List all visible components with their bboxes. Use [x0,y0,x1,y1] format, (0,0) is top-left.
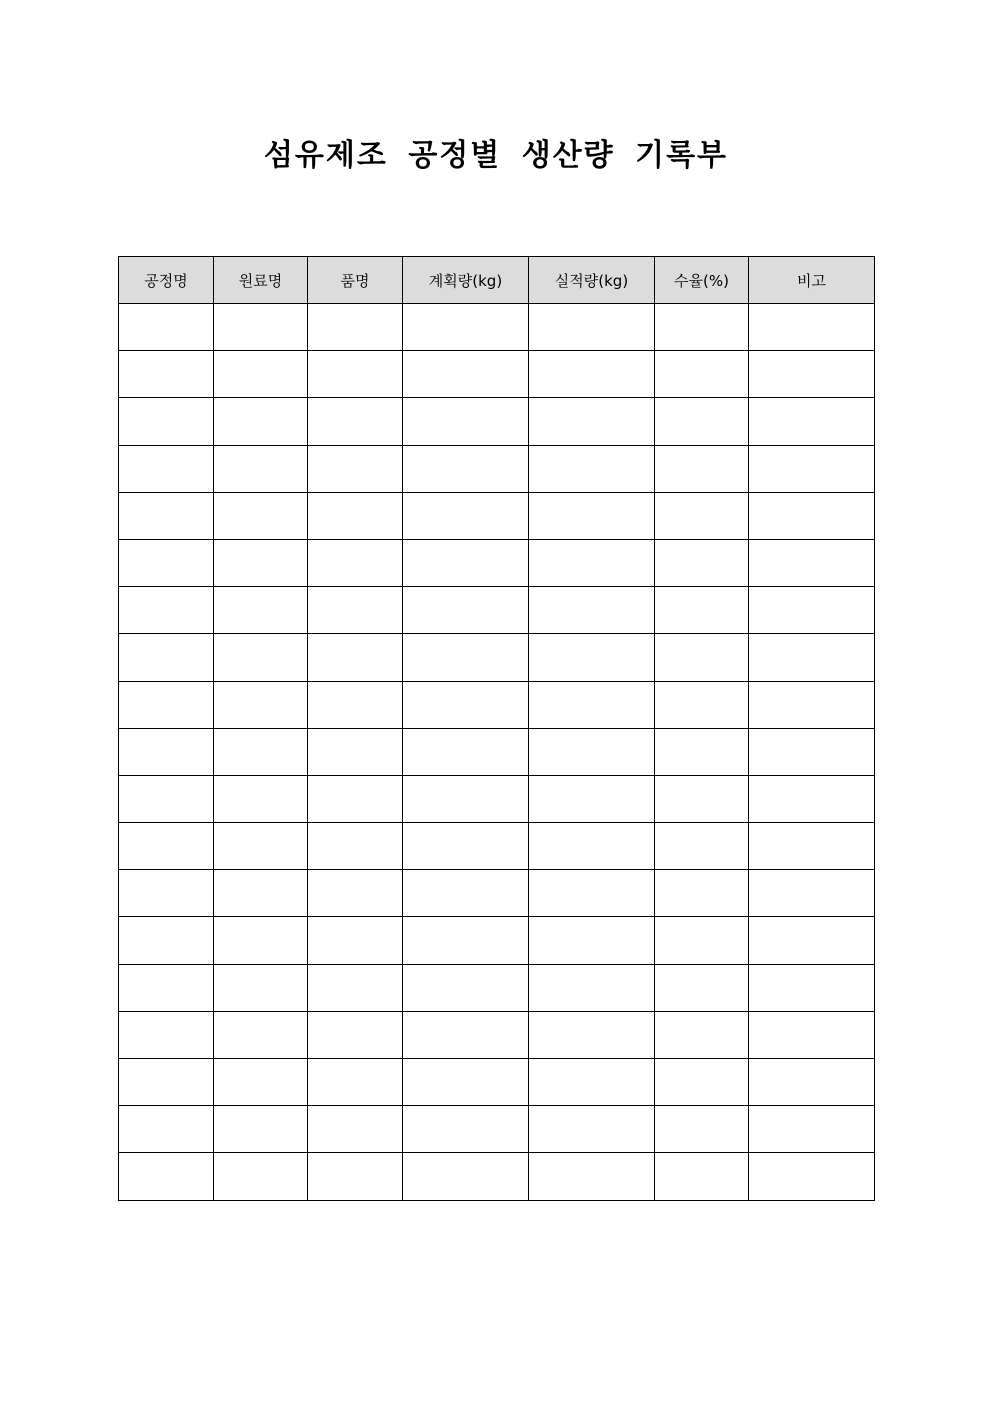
table-row [119,587,875,634]
table-cell-yield[interactable] [655,917,749,964]
table-cell-product[interactable] [308,539,403,586]
table-cell-remarks[interactable] [749,870,875,917]
table-cell-planned-qty[interactable] [403,1106,529,1153]
table-cell-actual-qty[interactable] [529,587,655,634]
table-cell-planned-qty[interactable] [403,445,529,492]
table-cell-product[interactable] [308,823,403,870]
table-cell-material[interactable] [214,304,308,351]
table-cell-process[interactable] [119,870,214,917]
table-cell-actual-qty[interactable] [529,1106,655,1153]
table-cell-remarks[interactable] [749,775,875,822]
table-cell-product[interactable] [308,1011,403,1058]
table-cell-actual-qty[interactable] [529,1153,655,1200]
table-cell-yield[interactable] [655,398,749,445]
table-cell-yield[interactable] [655,870,749,917]
column-header-process: 공정명 [119,257,214,304]
table-cell-yield[interactable] [655,728,749,775]
table-cell-process[interactable] [119,445,214,492]
table-cell-material[interactable] [214,1059,308,1106]
column-header-yield: 수율(%) [655,257,749,304]
table-cell-planned-qty[interactable] [403,351,529,398]
table-cell-planned-qty[interactable] [403,917,529,964]
table-cell-remarks[interactable] [749,728,875,775]
table-body [119,304,875,1201]
table-cell-yield[interactable] [655,587,749,634]
table-row [119,823,875,870]
table-cell-planned-qty[interactable] [403,304,529,351]
table-cell-planned-qty[interactable] [403,775,529,822]
table-cell-actual-qty[interactable] [529,445,655,492]
table-cell-product[interactable] [308,634,403,681]
table-cell-process[interactable] [119,1059,214,1106]
table-cell-planned-qty[interactable] [403,1059,529,1106]
table-cell-remarks[interactable] [749,823,875,870]
table-cell-remarks[interactable] [749,1153,875,1200]
table-cell-planned-qty[interactable] [403,1153,529,1200]
table-cell-actual-qty[interactable] [529,539,655,586]
table-cell-yield[interactable] [655,351,749,398]
table-cell-remarks[interactable] [749,964,875,1011]
table-cell-yield[interactable] [655,1059,749,1106]
table-cell-remarks[interactable] [749,917,875,964]
table-cell-remarks[interactable] [749,398,875,445]
table-cell-process[interactable] [119,1106,214,1153]
table-cell-remarks[interactable] [749,1106,875,1153]
table-cell-material[interactable] [214,917,308,964]
table-cell-yield[interactable] [655,1153,749,1200]
column-header-remarks: 비고 [749,257,875,304]
table-cell-material[interactable] [214,681,308,728]
table-cell-remarks[interactable] [749,445,875,492]
column-header-planned-qty: 계획량(kg) [403,257,529,304]
table-cell-actual-qty[interactable] [529,964,655,1011]
table-cell-actual-qty[interactable] [529,1059,655,1106]
table-row [119,775,875,822]
table-row [119,1059,875,1106]
table-row [119,634,875,681]
table-cell-planned-qty[interactable] [403,539,529,586]
table-cell-product[interactable] [308,445,403,492]
table-cell-product[interactable] [308,775,403,822]
table-cell-product[interactable] [308,964,403,1011]
table-cell-material[interactable] [214,728,308,775]
table-cell-yield[interactable] [655,681,749,728]
table-cell-material[interactable] [214,775,308,822]
table-cell-planned-qty[interactable] [403,964,529,1011]
table-cell-product[interactable] [308,304,403,351]
table-cell-process[interactable] [119,681,214,728]
table-cell-actual-qty[interactable] [529,728,655,775]
table-cell-yield[interactable] [655,1011,749,1058]
table-cell-product[interactable] [308,398,403,445]
table-cell-yield[interactable] [655,304,749,351]
production-record-table [118,256,875,1201]
table-cell-process[interactable] [119,398,214,445]
table-cell-planned-qty[interactable] [403,728,529,775]
table-row [119,1011,875,1058]
table-cell-remarks[interactable] [749,351,875,398]
table-cell-product[interactable] [308,351,403,398]
table-cell-remarks[interactable] [749,1011,875,1058]
table-row [119,492,875,539]
table-row [119,351,875,398]
table-row [119,870,875,917]
column-header-material: 원료명 [214,257,308,304]
table-cell-product[interactable] [308,1059,403,1106]
table-row [119,964,875,1011]
table-cell-yield[interactable] [655,492,749,539]
table-cell-yield[interactable] [655,823,749,870]
table-cell-process[interactable] [119,823,214,870]
table-row [119,304,875,351]
column-header-actual-qty: 실적량(kg) [529,257,655,304]
table-row [119,1153,875,1200]
table-cell-planned-qty[interactable] [403,398,529,445]
table-cell-planned-qty[interactable] [403,870,529,917]
table-cell-actual-qty[interactable] [529,351,655,398]
table-cell-product[interactable] [308,870,403,917]
table-cell-remarks[interactable] [749,539,875,586]
table-cell-material[interactable] [214,587,308,634]
table-cell-material[interactable] [214,1106,308,1153]
table-cell-material[interactable] [214,1011,308,1058]
table-cell-remarks[interactable] [749,492,875,539]
table-cell-actual-qty[interactable] [529,870,655,917]
table-cell-yield[interactable] [655,445,749,492]
table-cell-process[interactable] [119,587,214,634]
table-cell-actual-qty[interactable] [529,398,655,445]
table-cell-planned-qty[interactable] [403,823,529,870]
table-cell-material[interactable] [214,492,308,539]
table-cell-remarks[interactable] [749,681,875,728]
table-cell-material[interactable] [214,1153,308,1200]
table-cell-material[interactable] [214,964,308,1011]
table-cell-actual-qty[interactable] [529,1011,655,1058]
table-cell-process[interactable] [119,492,214,539]
table-cell-process[interactable] [119,775,214,822]
table-cell-material[interactable] [214,539,308,586]
table-cell-yield[interactable] [655,775,749,822]
table-cell-process[interactable] [119,1153,214,1200]
table-cell-product[interactable] [308,728,403,775]
table-cell-product[interactable] [308,1106,403,1153]
table-cell-actual-qty[interactable] [529,492,655,539]
table-cell-remarks[interactable] [749,587,875,634]
table-row [119,539,875,586]
table-cell-yield[interactable] [655,634,749,681]
table-cell-product[interactable] [308,587,403,634]
table-row [119,728,875,775]
table-cell-process[interactable] [119,634,214,681]
table-row [119,917,875,964]
table-cell-material[interactable] [214,445,308,492]
table-cell-product[interactable] [308,492,403,539]
table-cell-remarks[interactable] [749,304,875,351]
table-cell-process[interactable] [119,917,214,964]
table-cell-process[interactable] [119,539,214,586]
table-row [119,445,875,492]
table-cell-material[interactable] [214,823,308,870]
table-cell-actual-qty[interactable] [529,634,655,681]
table-cell-process[interactable] [119,351,214,398]
table-cell-actual-qty[interactable] [529,917,655,964]
table-row [119,1106,875,1153]
table-cell-process[interactable] [119,728,214,775]
table-cell-process[interactable] [119,1011,214,1058]
table-cell-remarks[interactable] [749,1059,875,1106]
table-cell-yield[interactable] [655,539,749,586]
table-row [119,681,875,728]
table-cell-material[interactable] [214,351,308,398]
table-cell-material[interactable] [214,870,308,917]
table-cell-product[interactable] [308,681,403,728]
table-cell-process[interactable] [119,964,214,1011]
table-cell-material[interactable] [214,398,308,445]
table-cell-process[interactable] [119,304,214,351]
table-cell-product[interactable] [308,1153,403,1200]
table-cell-planned-qty[interactable] [403,492,529,539]
table-cell-planned-qty[interactable] [403,681,529,728]
table-cell-actual-qty[interactable] [529,304,655,351]
table-cell-remarks[interactable] [749,634,875,681]
page-title: 섬유제조 공정별 생산량 기록부 [263,138,729,173]
table-cell-actual-qty[interactable] [529,823,655,870]
table-cell-actual-qty[interactable] [529,775,655,822]
table-header-row [119,257,875,304]
table-cell-yield[interactable] [655,964,749,1011]
table-cell-actual-qty[interactable] [529,681,655,728]
table-cell-planned-qty[interactable] [403,634,529,681]
table-row [119,398,875,445]
table-cell-yield[interactable] [655,1106,749,1153]
column-header-product: 품명 [308,257,403,304]
table-cell-material[interactable] [214,634,308,681]
table-cell-planned-qty[interactable] [403,1011,529,1058]
table-cell-planned-qty[interactable] [403,587,529,634]
table-cell-product[interactable] [308,917,403,964]
